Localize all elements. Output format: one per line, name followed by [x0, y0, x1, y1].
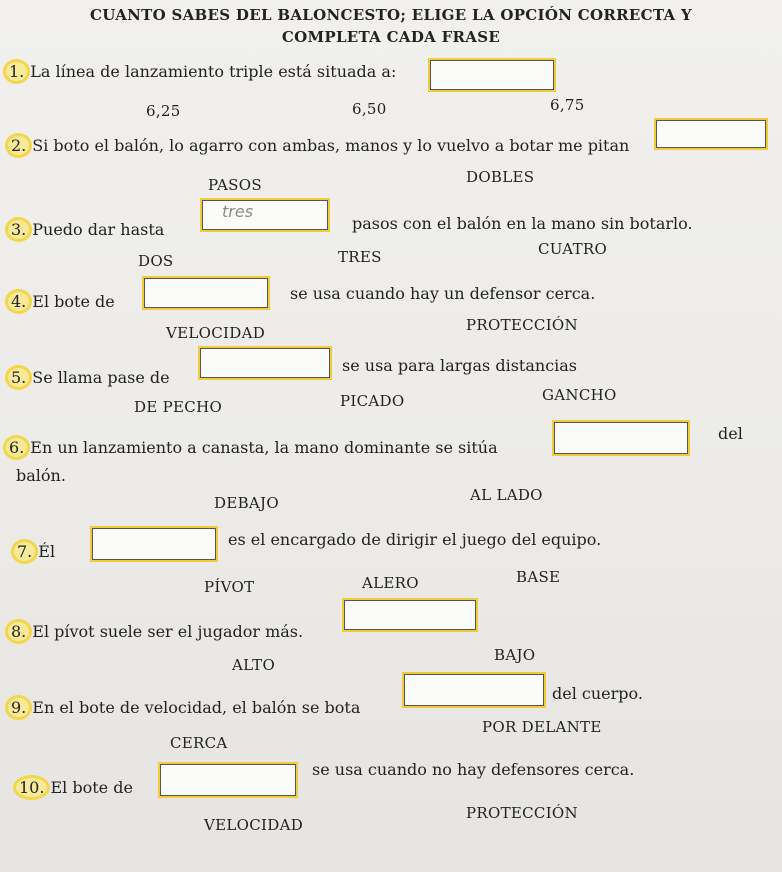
option[interactable]: PROTECCIÓN: [466, 804, 578, 822]
question-number: 1.: [6, 62, 27, 81]
option[interactable]: PÍVOT: [204, 578, 255, 596]
answer-box-7[interactable]: [90, 526, 218, 562]
option[interactable]: 6,75: [550, 96, 585, 114]
option[interactable]: 6,25: [146, 102, 181, 120]
answer-box-8[interactable]: [342, 598, 478, 632]
option[interactable]: CERCA: [170, 734, 228, 752]
option[interactable]: POR DELANTE: [482, 718, 602, 736]
answer-box-1[interactable]: [428, 58, 556, 92]
answer-box-6[interactable]: [552, 420, 690, 456]
question-text: El bote de: [50, 778, 133, 797]
option[interactable]: GANCHO: [542, 386, 617, 404]
question-text-after: se usa para largas distancias: [342, 356, 578, 375]
option[interactable]: PROTECCIÓN: [466, 316, 578, 334]
question-7: [14, 542, 55, 561]
question-text-after: se usa cuando no hay defensores cerca.: [312, 760, 635, 779]
answer-box-2[interactable]: [654, 118, 768, 150]
option[interactable]: DEBAJO: [214, 494, 279, 512]
handwritten-answer: tres: [222, 202, 254, 221]
question-text: En un lanzamiento a canasta, la mano dominante se sitúa: [30, 438, 498, 457]
question-8: [8, 622, 303, 641]
question-text-after: es el encargado de dirigir el juego del equipo.: [228, 530, 602, 549]
question-text-after: del cuerpo.: [552, 684, 643, 703]
answer-box-3[interactable]: [200, 198, 330, 232]
option[interactable]: CUATRO: [538, 240, 608, 258]
question-text-continued: balón.: [16, 466, 66, 485]
option[interactable]: BAJO: [494, 646, 536, 664]
option[interactable]: VELOCIDAD: [204, 816, 304, 834]
question-number: 5.: [8, 368, 29, 387]
question-1: [6, 62, 396, 81]
option[interactable]: AL LADO: [470, 486, 543, 504]
option[interactable]: ALTO: [232, 656, 276, 674]
option[interactable]: ALERO: [362, 574, 419, 592]
question-text-after: se usa cuando hay un defensor cerca.: [290, 284, 596, 303]
question-text: El pívot suele ser el jugador más.: [32, 622, 304, 641]
option[interactable]: DE PECHO: [134, 398, 223, 416]
question-text: Puedo dar hasta: [32, 220, 165, 239]
question-text: El bote de: [32, 292, 115, 311]
question-2: [8, 136, 629, 155]
option[interactable]: TRES: [338, 248, 382, 266]
option[interactable]: PICADO: [340, 392, 405, 410]
question-number: 10.: [16, 778, 47, 797]
question-10: [16, 778, 133, 797]
question-text-after: pasos con el balón en la mano sin botarlo.: [352, 214, 693, 233]
question-text: Se llama pase de: [32, 368, 170, 387]
question-number: 7.: [14, 542, 35, 561]
question-number: 3.: [8, 220, 29, 239]
question-number: 2.: [8, 136, 29, 155]
question-5: [8, 368, 170, 387]
answer-box-9[interactable]: [402, 672, 546, 708]
question-text: Si boto el balón, lo agarro con ambas, manos y lo vuelvo a botar me pitan: [32, 136, 630, 155]
option[interactable]: PASOS: [208, 176, 262, 194]
question-number: 4.: [8, 292, 29, 311]
question-4: [8, 292, 115, 311]
worksheet-title-line1: CUANTO SABES DEL BALONCESTO; ELIGE LA OPCIÓN CORRECTA Y: [90, 6, 692, 24]
question-number: 9.: [8, 698, 29, 717]
option[interactable]: DOBLES: [466, 168, 535, 186]
question-text: En el bote de velocidad, el balón se bota: [32, 698, 361, 717]
question-text: Él: [38, 542, 56, 561]
option[interactable]: DOS: [138, 252, 174, 270]
question-text-after: del: [718, 424, 743, 443]
option[interactable]: 6,50: [352, 100, 387, 118]
question-6: [6, 438, 498, 457]
answer-box-10[interactable]: [158, 762, 298, 798]
option[interactable]: VELOCIDAD: [166, 324, 266, 342]
answer-box-5[interactable]: [198, 346, 332, 380]
question-9: [8, 698, 360, 717]
question-number: 6.: [6, 438, 27, 457]
worksheet-title-line2: COMPLETA CADA FRASE: [281, 28, 501, 46]
question-number: 8.: [8, 622, 29, 641]
answer-box-4[interactable]: [142, 276, 270, 310]
question-3: [8, 220, 164, 239]
question-text: La línea de lanzamiento triple está situada a:: [30, 62, 397, 81]
option[interactable]: BASE: [516, 568, 561, 586]
